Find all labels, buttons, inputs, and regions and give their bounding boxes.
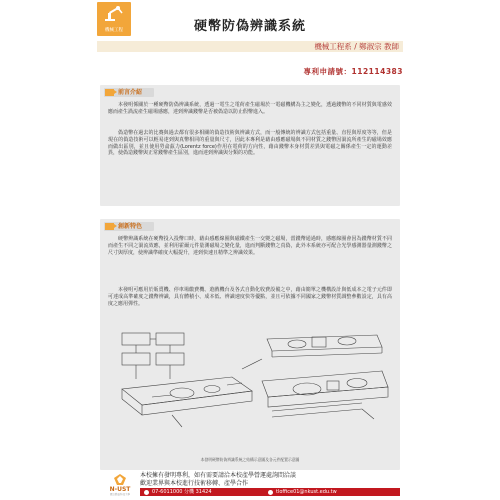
author-text: 機械工程系 / 鄭淑宗 教師 (314, 42, 399, 51)
intro-paragraph-1: 本發明係關於一種硬幣防偽辨識系統，透過一電生之電荷產生磁場於一電磁機構為主之變化，透過錢幣的不同材質與電感效應而產生渦流產生磁場感應，達到辨識錢幣是否被偽造以防止假幣進入。 (108, 102, 392, 115)
logo-text: 機械工程 (105, 27, 123, 33)
features-heading-label: 創新特色 (118, 223, 143, 230)
intro-paragraph-2: 偽造幣在過去的比賽與過去都有很多相關的偽造技術與辨識方式，而一般傳統的辨識方式包括重量、直徑與厚度等等，但是現在的偽造技術可以輕易達到與真幣相同的重量與尺寸，因此本專利是藉由感應磁場與不同材質之錢幣因渦流所產生的磁場效應而做出區別，並且使用勞侖茲力(Lorentz force)作用在電荷的方向性，藉由錢幣本身材質差異與電磁之關係產生一定的運動差異，使偽造錢幣與正常錢幣產生區別，進而達到辨識與分類的功能。 (108, 130, 392, 157)
flag-icon (105, 223, 114, 230)
university-logo (104, 474, 136, 498)
intro-heading (104, 88, 154, 97)
intro-heading-label: 前言介紹 (118, 89, 143, 96)
contact-email[interactable]: tloffice01@nkust.edu.tw (276, 489, 337, 495)
university-name: 國立勤益科技大學 (109, 493, 130, 496)
mail-icon (268, 490, 273, 495)
flag-icon (105, 89, 114, 96)
figure-caption: 本發明硬幣防偽辨識系統之結構示意圖及各元件配置示意圖 (200, 457, 300, 462)
features-panel (100, 219, 400, 470)
phone-icon (144, 490, 149, 495)
footer-line-1: 本校擁有發明專利，如有需要請洽本校產學營運處詢問洽談 (140, 472, 297, 479)
features-heading (104, 222, 154, 231)
contact-phone[interactable]: 07-6011000 分機 31424 (152, 489, 212, 495)
contact-bar (140, 488, 400, 496)
footer-line-2: 歡迎業界與本校進行技術移轉、產學合作 (140, 480, 249, 487)
features-paragraph-2: 本發明可應用於販賣機、停車場繳費機、遊戲機台及各式自動化收費設備之中，藉由簡單之機構設計與低成本之電子元件即可達成高準確度之錢幣辨識，具有體積小、成本低、辨識速度快等優點，並且可依據不同國家之錢幣材質調整參數設定，具有高度之應用彈性。 (108, 287, 392, 307)
features-paragraph-1: 硬幣辨識系統在硬幣投入投幣口時，藉由感應線圈與磁鐵產生一交變之磁場，當錢幣通過時，感應線圈會因為錢幣材質不同而產生不同之渦流效應，並利用霍爾元件量測磁場之變化量，進而判斷錢幣之真偽，此外本系統亦可配合光學感測器量測錢幣之尺寸與厚度，使辨識準確度大幅提升，達到快速且精準之辨識效果。 (108, 236, 392, 256)
university-brand: N-UST (109, 486, 131, 493)
intro-panel (100, 85, 400, 206)
patent-drawing (112, 329, 392, 439)
university-mark-icon (114, 474, 126, 485)
page-title: 硬幣防偽辨識系統 (193, 19, 306, 34)
author-bar (97, 41, 403, 52)
patent-number: 專利申請號：112114383 (303, 67, 403, 76)
